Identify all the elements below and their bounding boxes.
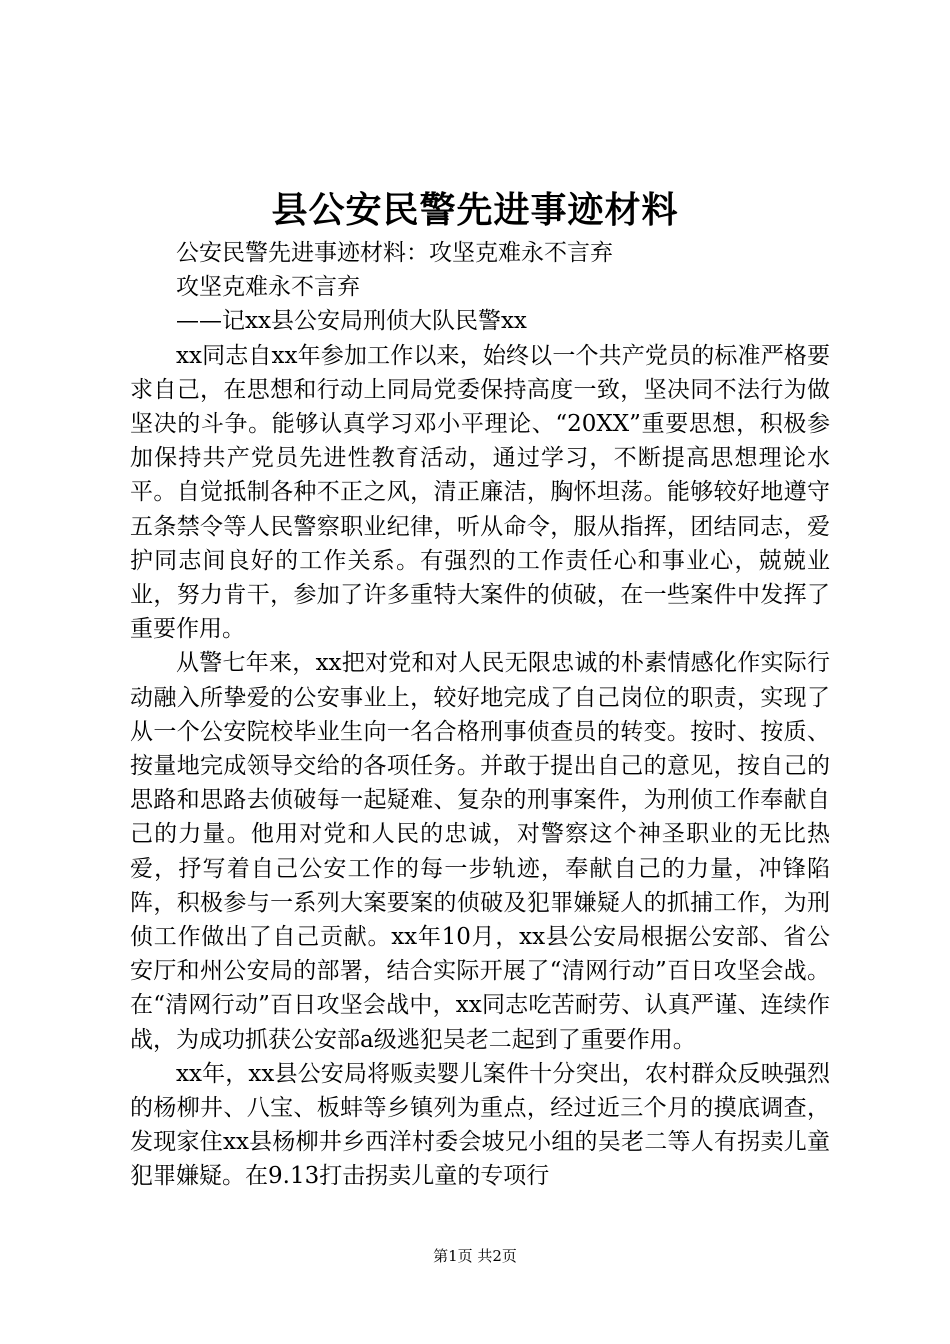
subtitle-line: 公安民警先进事迹材料：攻坚克难永不言弃	[176, 240, 613, 266]
body-paragraph: 从警七年来，xx把对党和对人民无限忠诚的朴素情感化作实际行动融入所挚爱的公安事业上，较好地完成了自己岗位的职责，实现了从一个公安院校毕业生向一名合格刑事侦查员的转变。按时、按质、按量地完成领导交给的各项任务。并敢于提出自己的意见，按自己的思路和思路去侦破每一起疑难、复杂的刑事案件，为刑侦工作奉献自己的力量。他用对党和人民的忠诚，对警察这个神圣职业的无比热爱，抒写着自己公安工作的每一步轨迹，奉献自己的力量，冲锋陷阵，积极参与一系列大案要案的侦破及犯罪嫌疑人的抓捕工作，为刑侦工作做出了自己贡献。xx年10月，xx县公安局根据公安部、省公安厅和州公安局的部署，结合实际开展了“清网行动”百日攻坚会战。在“清网行动”百日攻坚会战中，xx同志吃苦耐劳、认真严谨、连续作战，为成功抓获公安部a级逃犯吴老二起到了重要作用。	[130, 650, 830, 1053]
byline: ——记xx县公安局刑侦大队民警xx	[176, 308, 527, 335]
document-body	[130, 236, 830, 1194]
page-footer: 第1页 共2页	[433, 1247, 517, 1265]
body-paragraph: xx年，xx县公安局将贩卖婴儿案件十分突出，农村群众反映强烈的杨柳井、八宝、板蚌等乡镇列为重点，经过近三个月的摸底调查，发现家住xx县杨柳井乡西洋村委会坡兄小组的吴老二等人有拐卖儿童犯罪嫌疑。在9.13打击拐卖儿童的专项行	[130, 1060, 830, 1190]
body-paragraph: xx同志自xx年参加工作以来，始终以一个共产党员的标准严格要求自己，在思想和行动上同局党委保持高度一致，坚决同不法行为做坚决的斗争。能够认真学习邓小平理论、“20XX”重要思想，积极参加保持共产党员先进性教育活动，通过学习，不断提高思想理论水平。自觉抵制各种不正之风，清正廉洁，胸怀坦荡。能够较好地遵守五条禁令等人民警察职业纪律，听从命令，服从指挥，团结同志，爱护同志间良好的工作关系。有强烈的工作责任心和事业心，兢兢业业，努力肯干，参加了许多重特大案件的侦破，在一些案件中发挥了重要作用。	[130, 342, 830, 643]
document-title: 县公安民警先进事迹材料	[271, 189, 679, 231]
subtitle-line: 攻坚克难永不言弃	[176, 274, 360, 301]
